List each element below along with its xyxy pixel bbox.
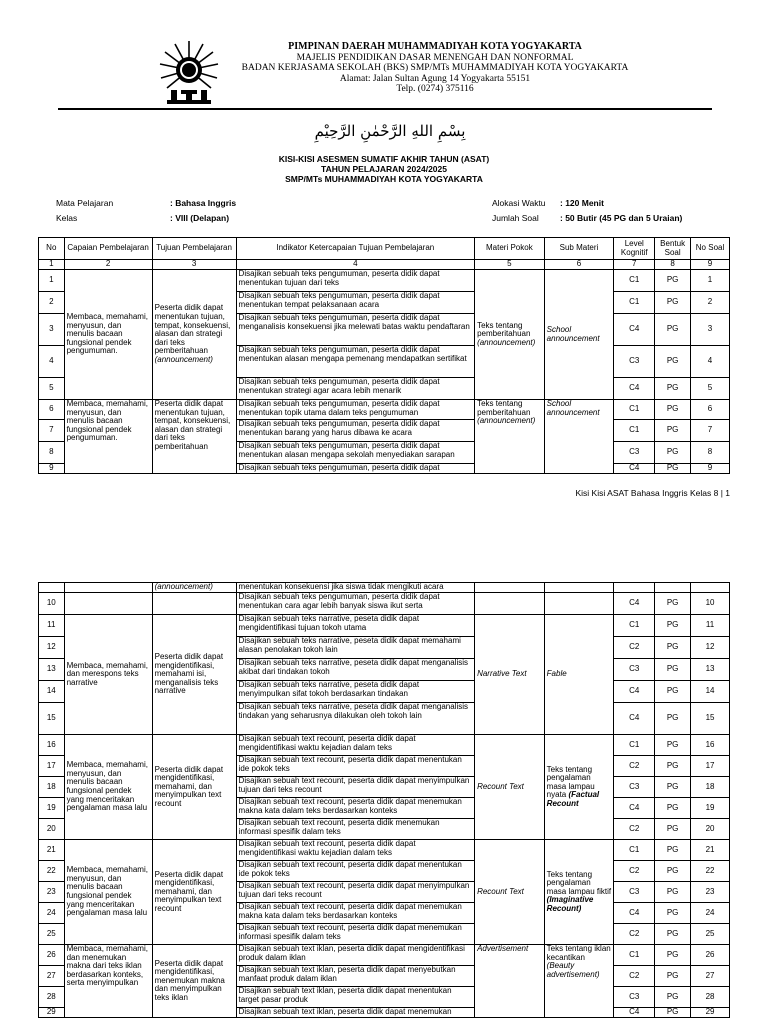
tujuan-cell: Peserta didik dapat menentukan tujuan, tempat, konsekuensi, alasan dan strategi dari teks pemberitahuan [152, 400, 236, 474]
bentuk-cell: PG [655, 735, 691, 756]
level-cell [614, 583, 655, 593]
submateri-text-bold: (Imaginative Recount) [546, 895, 594, 913]
bentuk-cell: PG [655, 798, 691, 819]
nosoal-cell: 14 [691, 681, 730, 703]
tujuan-cell [152, 270, 236, 400]
page-footer: Kisi Kisi ASAT Bahasa Inggris Kelas 8 | 1 [575, 488, 730, 498]
indikator-cell: Disajikan sebuah text recount, peserta didik dapat menemukan makna kata dalam teks berdasarkan konteks [236, 798, 475, 819]
tujuan-cell: Peserta didik dapat mengidentifikasi, memahami, dan menyimpulkan text recount [152, 735, 236, 840]
level-cell: C3 [614, 987, 655, 1008]
nosoal-cell: 5 [691, 378, 730, 400]
row-no: 28 [39, 987, 65, 1008]
capaian-cell: Membaca, memahami, menyusun, dan menulis bacaan fungsional pendek pengumuman. [64, 270, 152, 400]
nosoal-cell: 22 [691, 861, 730, 882]
bentuk-cell: PG [655, 945, 691, 966]
indikator-cell: Disajikan sebuah teks pengumuman, peserta didik dapat [236, 464, 475, 474]
materi-cell [475, 583, 545, 593]
level-cell: C3 [614, 882, 655, 903]
header-no: No [39, 238, 65, 260]
row-no: 13 [39, 659, 65, 681]
indikator-cell: Disajikan sebuah text iklan, peserta didik dapat menyebutkan manfaat produk dalam iklan [236, 966, 475, 987]
submateri-text: Teks tentang iklan kecantikan [546, 944, 611, 962]
indikator-cell: Disajikan sebuah text recount, peserta didik dapat menentukan ide pokok teks [236, 756, 475, 777]
row-no: 9 [39, 464, 65, 474]
bentuk-cell: PG [655, 593, 691, 615]
row-no: 24 [39, 903, 65, 924]
row-no [39, 583, 65, 593]
row-no: 18 [39, 777, 65, 798]
count-label: Jumlah Soal [492, 213, 539, 223]
submateri-cell [544, 840, 614, 945]
tujuan-text-italic: (announcement) [154, 354, 213, 364]
level-cell: C1 [614, 840, 655, 861]
indikator-cell: Disajikan sebuah text recount, peserta didik dapat menyimpulkan tujuan dari teks recount [236, 777, 475, 798]
row-no: 11 [39, 615, 65, 637]
capaian-cell: Membaca, memahami, menyusun, dan menulis bacaan fungsional pendek yang menceritakan pengalaman masa lalu [64, 840, 152, 945]
level-cell: C2 [614, 819, 655, 840]
bentuk-cell: PG [655, 464, 691, 474]
nosoal-cell: 23 [691, 882, 730, 903]
capaian-cell: Membaca, memahami, dan merespons teks narrative [64, 615, 152, 735]
row-no: 16 [39, 735, 65, 756]
nosoal-cell: 13 [691, 659, 730, 681]
header-indicator: Indikator Ketercapaian Tujuan Pembelajaran [236, 238, 475, 260]
submateri-cell: School announcement [544, 400, 614, 474]
indikator-cell: Disajikan sebuah text recount, peserta didik dapat menyimpulkan tujuan dari teks recount [236, 882, 475, 903]
time-label: Alokasi Waktu [492, 198, 546, 208]
level-cell: C1 [614, 292, 655, 314]
bentuk-cell: PG [655, 966, 691, 987]
col-number: 2 [64, 260, 152, 270]
nosoal-cell: 1 [691, 270, 730, 292]
nosoal-cell: 18 [691, 777, 730, 798]
bentuk-cell: PG [655, 819, 691, 840]
capaian-cell [64, 583, 152, 593]
row-no: 4 [39, 346, 65, 378]
nosoal-cell: 8 [691, 442, 730, 464]
bentuk-cell: PG [655, 314, 691, 346]
indikator-cell: Disajikan sebuah text iklan, peserta didik dapat mengidentifikasi produk dalam iklan [236, 945, 475, 966]
nosoal-cell: 21 [691, 840, 730, 861]
level-cell: C4 [614, 378, 655, 400]
submateri-cell [544, 735, 614, 840]
col-number: 8 [655, 260, 691, 270]
submateri-text-bold: (Factual Recount [546, 790, 600, 808]
bentuk-cell: PG [655, 681, 691, 703]
indikator-cell: Disajikan sebuah text recount, peserta didik dapat mengidentifikasi waktu kejadian dalam teks [236, 840, 475, 861]
tujuan-cell: Peserta didik dapat mengidentifikasi, menemukan makna dan menyimpulkan teks iklan [152, 945, 236, 1018]
row-no: 29 [39, 1008, 65, 1018]
time-value: : 120 Menit [560, 198, 604, 208]
capaian-cell: Membaca, memahami, menyusun, dan menulis bacaan fungsional pendek yang menceritakan pengalaman masa lalu [64, 735, 152, 840]
bentuk-cell: PG [655, 615, 691, 637]
row-no: 6 [39, 400, 65, 420]
indikator-cell: Disajikan sebuah teks pengumuman, peserta didik dapat menentukan topik utama dalam teks pengumuman [236, 400, 475, 420]
col-number: 6 [544, 260, 614, 270]
indikator-cell: Disajikan sebuah text recount, peserta didik menemukan informasi spesifik dalam teks [236, 819, 475, 840]
indikator-cell: Disajikan sebuah teks narrative, peseta didik dapat menganalisis akibat dari tindakan tokoh [236, 659, 475, 681]
nosoal-cell: 27 [691, 966, 730, 987]
bentuk-cell: PG [655, 861, 691, 882]
materi-cell: Narrative Text [475, 615, 545, 735]
nosoal-cell: 11 [691, 615, 730, 637]
nosoal-cell: 24 [691, 903, 730, 924]
level-cell: C4 [614, 681, 655, 703]
level-cell: C4 [614, 593, 655, 615]
header-materi: Materi Pokok [475, 238, 545, 260]
row-no: 22 [39, 861, 65, 882]
submateri-cell [544, 583, 614, 593]
indikator-cell: Disajikan sebuah text recount, peserta didik dapat menemukan informasi spesifik dalam teks [236, 924, 475, 945]
org-name: PIMPINAN DAERAH MUHAMMADIYAH KOTA YOGYAKARTA [288, 41, 582, 52]
col-number: 5 [475, 260, 545, 270]
header-bentuk: Bentuk Soal [655, 238, 691, 260]
letterhead-phone: Telp. (0274) 375116 [396, 84, 474, 94]
header-level: Level Kognitif [614, 238, 655, 260]
nosoal-cell: 10 [691, 593, 730, 615]
nosoal-cell: 28 [691, 987, 730, 1008]
col-number: 3 [152, 260, 236, 270]
bentuk-cell: PG [655, 420, 691, 442]
nosoal-cell: 20 [691, 819, 730, 840]
row-no: 26 [39, 945, 65, 966]
row-no: 21 [39, 840, 65, 861]
indikator-cell: Disajikan sebuah teks pengumuman, peserta didik dapat menentukan barang yang harus dibawa ke acara [236, 420, 475, 442]
indikator-cell: Disajikan sebuah teks pengumuman, peserta didik dapat menentukan alasan mengapa sekolah menyediakan sarapan [236, 442, 475, 464]
bentuk-cell: PG [655, 840, 691, 861]
nosoal-cell [691, 583, 730, 593]
level-cell: C1 [614, 270, 655, 292]
materi-cell: Recount Text [475, 735, 545, 840]
kisi-kisi-table-page-1 [38, 237, 730, 474]
indikator-cell: Disajikan sebuah text iklan, peserta didik dapat menemukan [236, 1008, 475, 1018]
level-cell: C2 [614, 924, 655, 945]
bentuk-cell: PG [655, 777, 691, 798]
capaian-cell: Membaca, memahami, menyusun, dan menulis bacaan fungsional pendek pengumuman. [64, 400, 152, 474]
letterhead-line: MAJELIS PENDIDIKAN DASAR MENENGAH DAN NONFORMAL [296, 52, 574, 63]
submateri-cell [544, 593, 614, 615]
level-cell: C4 [614, 314, 655, 346]
row-no: 5 [39, 378, 65, 400]
basmalah: بِسْمِ اللهِ الرَّحْمٰنِ الرَّحِيْمِ [314, 122, 466, 140]
level-cell: C4 [614, 903, 655, 924]
level-cell: C3 [614, 346, 655, 378]
tujuan-cell [152, 593, 236, 615]
row-no: 12 [39, 637, 65, 659]
bentuk-cell: PG [655, 346, 691, 378]
bentuk-cell: PG [655, 924, 691, 945]
indikator-cell: Disajikan sebuah text recount, peserta didik dapat menemukan makna kata dalam teks berdasarkan konteks [236, 903, 475, 924]
level-cell: C4 [614, 798, 655, 819]
materi-cell [475, 400, 545, 474]
indikator-cell: Disajikan sebuah teks pengumuman, peserta didik dapat menentukan strategi agar acara lebih menarik [236, 378, 475, 400]
title-line: TAHUN PELAJARAN 2024/2025 [321, 164, 447, 174]
capaian-cell: Membaca, memahami, dan menemukan makna dari teks iklan berdasarkan konteks, serta menyimpulkan [64, 945, 152, 1018]
submateri-text: Teks tentang pengalaman masa lampau fiktif [546, 869, 612, 896]
materi-text: Teks tentang pemberitahuan [477, 320, 531, 339]
bentuk-cell: PG [655, 882, 691, 903]
row-no: 27 [39, 966, 65, 987]
letterhead-address: Alamat: Jalan Sultan Agung 14 Yogyakarta 55151 [339, 73, 531, 84]
bentuk-cell: PG [655, 400, 691, 420]
nosoal-cell: 6 [691, 400, 730, 420]
level-cell: C1 [614, 615, 655, 637]
bentuk-cell: PG [655, 270, 691, 292]
col-number: 1 [39, 260, 65, 270]
indikator-cell: Disajikan sebuah teks pengumuman, peserta didik dapat menganalisis konsekuensi jika melewati batas waktu pendaftaran [236, 314, 475, 346]
level-cell: C2 [614, 637, 655, 659]
nosoal-cell: 4 [691, 346, 730, 378]
submateri-cell: School announcement [544, 270, 614, 400]
level-cell: C4 [614, 464, 655, 474]
letterhead-line: BADAN KERJASAMA SEKOLAH (BKS) SMP/MTs MUHAMMADIYAH KOTA YOGYAKARTA [241, 63, 629, 73]
indikator-cell: Disajikan sebuah text iklan, peserta didik dapat menentukan target pasar produk [236, 987, 475, 1008]
row-no: 15 [39, 703, 65, 735]
tujuan-text: Peserta didik dapat menentukan tujuan, tempat, konsekuensi, alasan dan strategi dari teks pemberitahuan [154, 303, 231, 356]
row-no: 2 [39, 292, 65, 314]
bentuk-cell: PG [655, 987, 691, 1008]
title-line: KISI-KISI ASESMEN SUMATIF AKHIR TAHUN (ASAT) [278, 154, 490, 164]
nosoal-cell: 7 [691, 420, 730, 442]
nosoal-cell: 29 [691, 1008, 730, 1018]
nosoal-cell: 9 [691, 464, 730, 474]
count-value: : 50 Butir (45 PG dan 5 Uraian) [560, 213, 683, 223]
submateri-text-italic: (Beauty advertisement) [546, 961, 600, 979]
col-number: 9 [691, 260, 730, 270]
indikator-cell: Disajikan sebuah teks pengumuman, peserta didik dapat menentukan alasan mengapa pemenang mendapatkan sertifikat [236, 346, 475, 378]
materi-cell [475, 593, 545, 615]
level-cell: C3 [614, 659, 655, 681]
level-cell: C4 [614, 1008, 655, 1018]
level-cell: C1 [614, 945, 655, 966]
nosoal-cell: 16 [691, 735, 730, 756]
title-line: SMP/MTs MUHAMMADIYAH KOTA YOGYAKARTA [285, 174, 483, 184]
nosoal-cell: 26 [691, 945, 730, 966]
materi-text: Teks tentang pemberitahuan [477, 399, 531, 417]
subject-label: Mata Pelajaran [56, 198, 114, 208]
class-label: Kelas [56, 213, 78, 223]
materi-cell: Recount Text [475, 840, 545, 945]
col-number: 4 [236, 260, 475, 270]
indikator-cell: Disajikan sebuah teks narrative, peseta didik dapat mengidentifikasi tujuan tokoh utama [236, 615, 475, 637]
indikator-cell: Disajikan sebuah teks narrative, peseta didik dapat memahami alasan penolakan tokoh lain [236, 637, 475, 659]
bentuk-cell: PG [655, 292, 691, 314]
bentuk-cell: PG [655, 903, 691, 924]
bentuk-cell: PG [655, 1008, 691, 1018]
row-no: 25 [39, 924, 65, 945]
bentuk-cell [655, 583, 691, 593]
materi-text-italic: (announcement) [477, 337, 536, 347]
tujuan-cell: (announcement) [152, 583, 236, 593]
row-no: 8 [39, 442, 65, 464]
level-cell: C2 [614, 966, 655, 987]
level-cell: C1 [614, 420, 655, 442]
tujuan-cell: Peserta didik dapat mengidentifikasi, memahami isi, menganalisis teks narrative [152, 615, 236, 735]
nosoal-cell: 19 [691, 798, 730, 819]
row-no: 23 [39, 882, 65, 903]
indikator-cell: menentukan konsekuensi jika siswa tidak mengikuti acara [236, 583, 475, 593]
header-nosoal: No Soal [691, 238, 730, 260]
kisi-kisi-table-page-2 [38, 582, 730, 1018]
level-cell: C2 [614, 861, 655, 882]
bentuk-cell: PG [655, 756, 691, 777]
capaian-cell [64, 593, 152, 615]
row-no: 17 [39, 756, 65, 777]
nosoal-cell: 25 [691, 924, 730, 945]
bentuk-cell: PG [655, 442, 691, 464]
materi-cell [475, 270, 545, 400]
nosoal-cell: 12 [691, 637, 730, 659]
bentuk-cell: PG [655, 378, 691, 400]
bentuk-cell: PG [655, 703, 691, 735]
materi-cell: Advertisement [475, 945, 545, 1018]
row-no: 10 [39, 593, 65, 615]
col-number: 7 [614, 260, 655, 270]
bentuk-cell: PG [655, 659, 691, 681]
row-no: 7 [39, 420, 65, 442]
class-value: : VIII (Delapan) [170, 213, 230, 223]
header-tp: Tujuan Pembelajaran [152, 238, 236, 260]
submateri-cell: Fable [544, 615, 614, 735]
nosoal-cell: 2 [691, 292, 730, 314]
submateri-text: Teks tentang pengalaman masa lampau nyata [546, 764, 595, 800]
indikator-cell: Disajikan sebuah text recount, peserta didik dapat menentukan ide pokok teks [236, 861, 475, 882]
indikator-cell: Disajikan sebuah teks pengumuman, peserta didik dapat menentukan cara agar lebih banyak siswa ikut serta [236, 593, 475, 615]
page-1 [0, 0, 768, 510]
level-cell: C3 [614, 442, 655, 464]
header-submateri: Sub Materi [544, 238, 614, 260]
subject-value: : Bahasa Inggris [170, 198, 237, 208]
level-cell: C1 [614, 400, 655, 420]
indikator-cell: Disajikan sebuah text recount, peserta didik dapat mengidentifikasi waktu kejadian dalam teks [236, 735, 475, 756]
nosoal-cell: 17 [691, 756, 730, 777]
row-no: 19 [39, 798, 65, 819]
indikator-cell: Disajikan sebuah teks narrative, peseta didik dapat menyimpulkan sifat tokoh berdasarkan tindakan [236, 681, 475, 703]
bentuk-cell: PG [655, 637, 691, 659]
row-no: 3 [39, 314, 65, 346]
row-no: 14 [39, 681, 65, 703]
submateri-cell [544, 945, 614, 1018]
meta-info [0, 0, 768, 230]
row-no: 1 [39, 270, 65, 292]
nosoal-cell: 15 [691, 703, 730, 735]
level-cell: C4 [614, 703, 655, 735]
indikator-cell: Disajikan sebuah teks pengumuman, peserta didik dapat menentukan tujuan dari teks [236, 270, 475, 292]
indikator-cell: Disajikan sebuah teks pengumuman, peserta didik dapat menentukan tempat pelaksanaan acara [236, 292, 475, 314]
row-no: 20 [39, 819, 65, 840]
level-cell: C1 [614, 735, 655, 756]
level-cell: C3 [614, 777, 655, 798]
nosoal-cell: 3 [691, 314, 730, 346]
level-cell: C2 [614, 756, 655, 777]
materi-text-italic: (announcement) [477, 416, 536, 426]
header-cp: Capaian Pembelajaran [64, 238, 152, 260]
indikator-cell: Disajikan sebuah teks narrative, peseta didik dapat menganalisis tindakan yang seharusnya dilakukan oleh tokoh lain [236, 703, 475, 735]
tujuan-cell: Peserta didik dapat mengidentifikasi, memahami, dan menyimpulkan text recount [152, 840, 236, 945]
